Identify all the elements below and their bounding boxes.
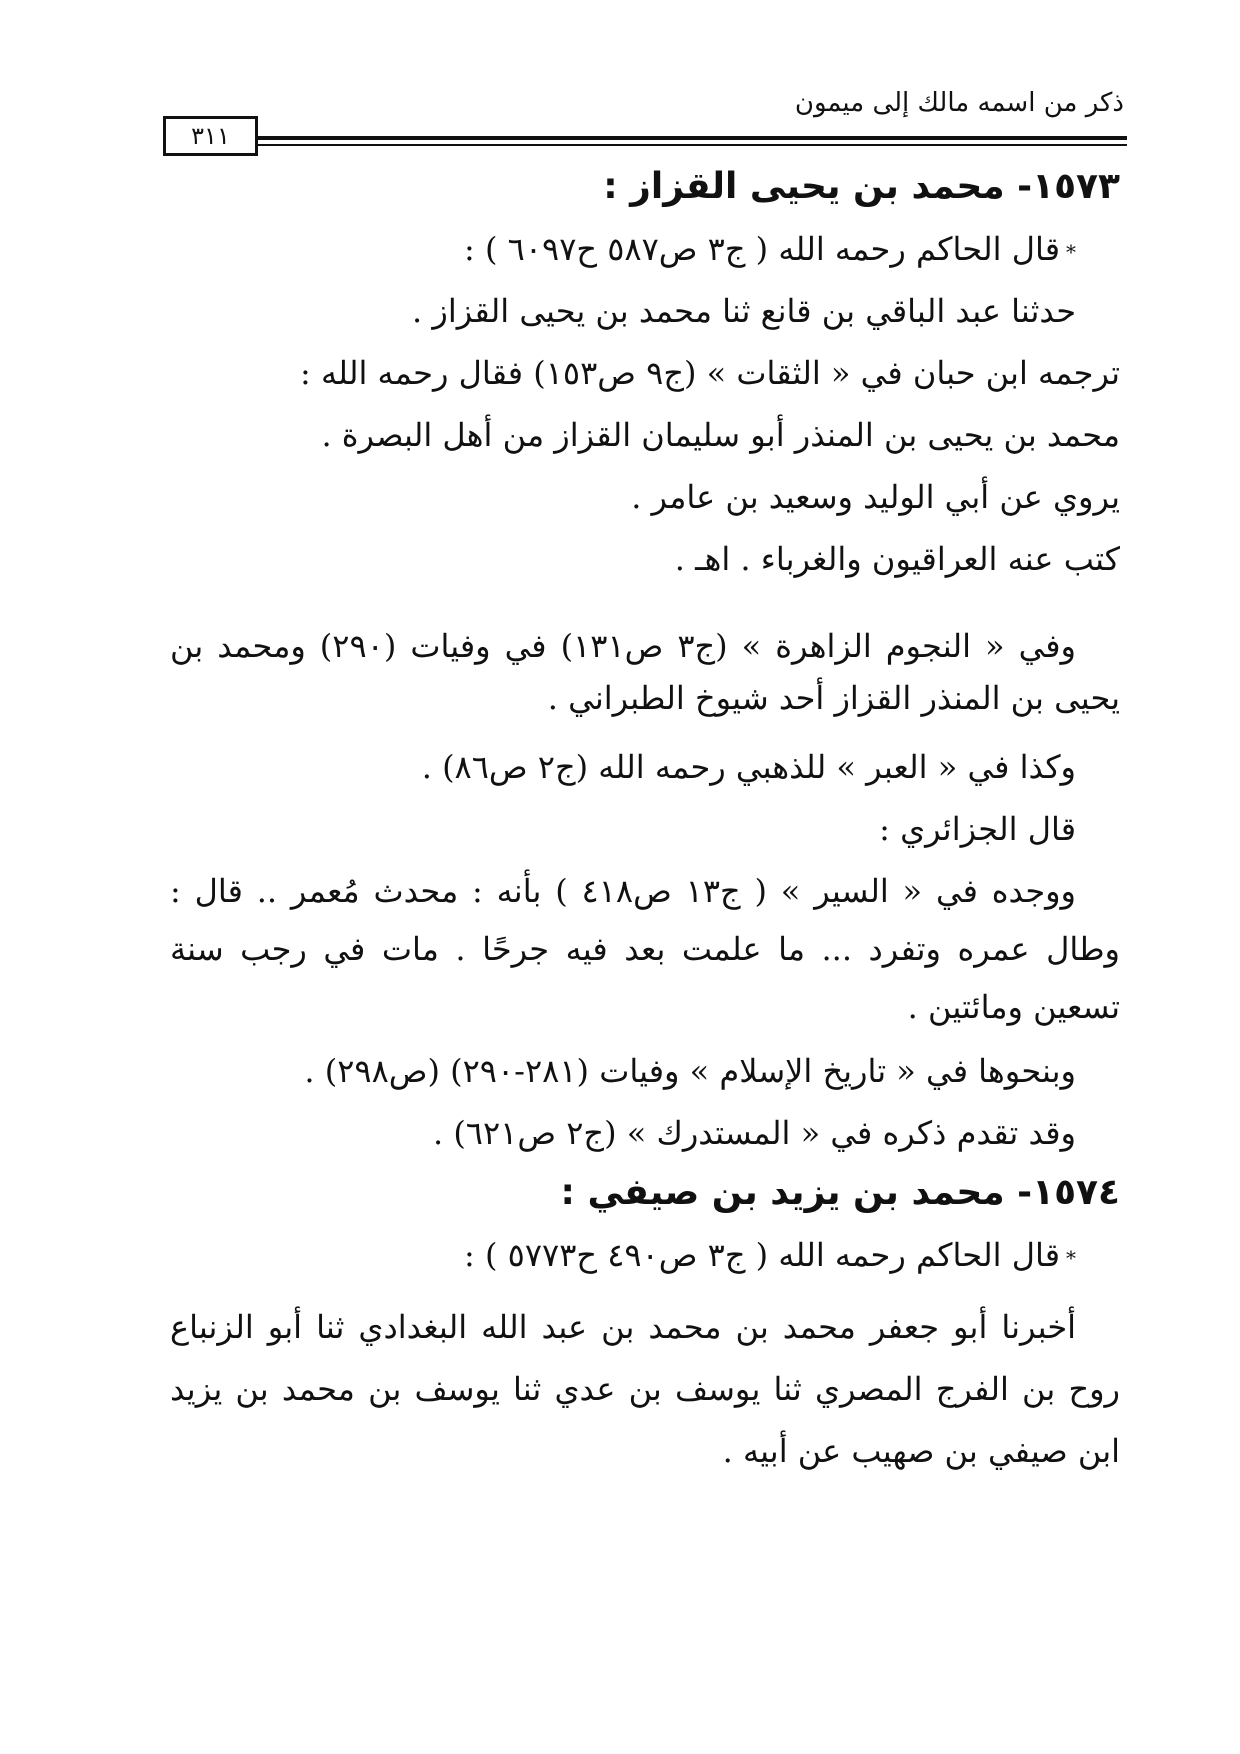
text-line: تسعين ومائتين . — [907, 988, 1120, 1026]
entry-1573-continued-3 — [170, 862, 1120, 1036]
text-line: محمد بن يحيى بن المنذر أبو سليمان القزاز من أهل البصرة . — [321, 416, 1120, 454]
text-line: وقد تقدم ذكره في « المستدرك » (ج٢ ص٦٢١) . — [432, 1114, 1076, 1152]
text-line: كتب عنه العراقيون والغرباء . اهـ . — [674, 540, 1120, 578]
source-line — [170, 218, 1120, 280]
text-line: حدثنا عبد الباقي بن قانع ثنا محمد بن يحيى القزاز . — [412, 292, 1076, 330]
text-line: ووجده في « السير » ( ج١٣ ص٤١٨ ) بأنه : محدث مُعمر .. قال : — [170, 872, 1077, 910]
text-line: قال الحاكم رحمه الله ( ج٣ ص٥٨٧ ح٦٠٩٧ ) : — [464, 230, 1060, 268]
text-line: ترجمه ابن حبان في « الثقات » (ج٩ ص١٥٣) فقال رحمه الله : — [300, 354, 1120, 392]
entry-1573 — [170, 156, 1120, 590]
text-line: وطال عمره وتفرد ... ما علمت بعد فيه جرحًا . مات في رجب سنة — [170, 930, 1120, 968]
text-line: وفي « النجوم الزاهرة » (ج٣ ص١٣١) في وفيات (٢٩٠) ومحمد بن — [170, 627, 1077, 665]
entry-heading: ١٥٧٣- محمد بن يحيى القزاز : — [603, 166, 1120, 207]
page-number: ٣١١ — [163, 116, 258, 156]
header-rule-thin — [258, 144, 1127, 146]
text-line: قال الحاكم رحمه الله ( ج٣ ص٤٩٠ ح٥٧٧٣ ) : — [464, 1236, 1060, 1274]
header-rule-thick — [258, 136, 1127, 140]
text-line: روح بن الفرج المصري ثنا يوسف بن عدي ثنا يوسف بن محمد بن يزيد — [170, 1370, 1120, 1408]
text-line: وكذا في « العبر » للذهبي رحمه الله (ج٢ ص٨٦) . — [421, 748, 1076, 786]
text-line: أخبرنا أبو جعفر محمد بن محمد بن عبد الله البغدادي ثنا أبو الزنباع — [170, 1308, 1076, 1346]
running-title: ذكر من اسمه مالك إلى ميمون — [794, 88, 1124, 118]
entry-1573-continued — [170, 620, 1120, 730]
text-line: قال الجزائري : — [879, 810, 1076, 848]
text-line: يحيى بن المنذر القزاز أحد شيوخ الطبراني . — [547, 679, 1120, 717]
text-line: ابن صيفي بن صهيب عن أبيه . — [722, 1432, 1120, 1470]
source-line — [170, 1224, 1120, 1286]
entry-1573-continued-2 — [170, 736, 1120, 860]
entry-1574-continued — [170, 1296, 1120, 1482]
star-marker: * — [1066, 239, 1076, 264]
text-line: وبنحوها في « تاريخ الإسلام » وفيات (٢٨١-٢٩٠) (ص٢٩٨) . — [304, 1052, 1076, 1090]
star-marker: * — [1066, 1245, 1076, 1270]
entry-1574 — [170, 1162, 1120, 1286]
entry-heading: ١٥٧٤- محمد بن يزيد بن صيفي : — [560, 1172, 1120, 1213]
text-line: يروي عن أبي الوليد وسعيد بن عامر . — [631, 478, 1120, 516]
entry-1573-continued-4 — [170, 1040, 1120, 1164]
